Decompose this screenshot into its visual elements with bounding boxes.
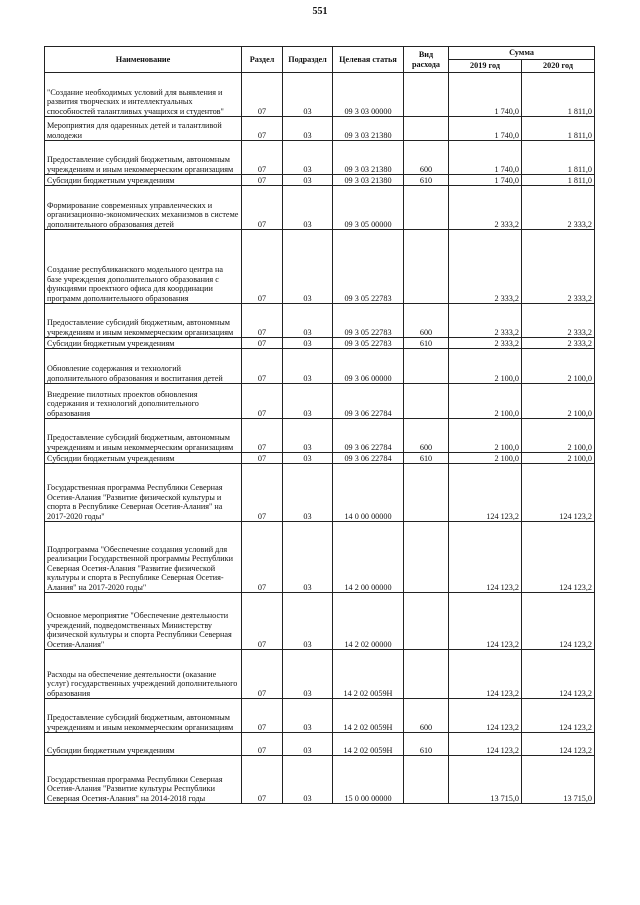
row-expense-type: [404, 650, 449, 699]
row-expense-type: 600: [404, 141, 449, 175]
row-name: Подпрограмма "Обеспечение создания условий для реализации Государственной программы Республики Северная Осетия-Алания "Развитие физической культуры и спорта в Республике Северная Осетия-Алания" на 2017-2020 годы": [45, 522, 242, 593]
row-target-article: 09 3 06 22784: [333, 453, 404, 464]
header-razdel: Раздел: [242, 47, 283, 73]
row-target-article: 14 2 02 0059Н: [333, 699, 404, 733]
row-sum-2020: 2 333,2: [522, 338, 595, 349]
row-expense-type: [404, 73, 449, 117]
row-target-article: 09 3 05 22783: [333, 230, 404, 304]
row-name: Внедрение пилотных проектов обновления содержания и технологий дополнительного образования: [45, 384, 242, 419]
row-podrazdel: 03: [283, 464, 333, 522]
header-year-2020: 2020 год: [522, 60, 595, 73]
row-podrazdel: 03: [283, 522, 333, 593]
table-row: [45, 650, 595, 699]
row-sum-2019: 1 740,0: [449, 141, 522, 175]
row-sum-2020: 2 333,2: [522, 304, 595, 338]
row-sum-2019: 124 123,2: [449, 593, 522, 650]
row-expense-type: 600: [404, 304, 449, 338]
row-razdel: 07: [242, 650, 283, 699]
row-expense-type: 610: [404, 733, 449, 756]
row-target-article: 14 0 00 00000: [333, 464, 404, 522]
row-podrazdel: 03: [283, 230, 333, 304]
row-podrazdel: 03: [283, 593, 333, 650]
row-expense-type: [404, 349, 449, 384]
table-row: [45, 699, 595, 733]
row-expense-type: 610: [404, 338, 449, 349]
row-razdel: 07: [242, 141, 283, 175]
row-expense-type: [404, 756, 449, 804]
page-number: 551: [312, 6, 328, 17]
header-expense-type: Вид расхода: [404, 47, 449, 73]
table-row: [45, 338, 595, 349]
budget-table: [44, 46, 595, 804]
row-name: Субсидии бюджетным учреждениям: [45, 453, 242, 464]
row-razdel: 07: [242, 304, 283, 338]
row-sum-2019: 124 123,2: [449, 699, 522, 733]
table-row: [45, 304, 595, 338]
row-name: Предоставление субсидий бюджетным, автономным учреждениям и иным некоммерческим организациям: [45, 699, 242, 733]
row-name: Формирование современных управленческих и организационно-экономических механизмов в системе дополнительного образования детей: [45, 186, 242, 230]
row-target-article: 09 3 06 00000: [333, 349, 404, 384]
row-sum-2020: 2 100,0: [522, 384, 595, 419]
table-row: [45, 733, 595, 756]
row-razdel: 07: [242, 338, 283, 349]
table-row: [45, 453, 595, 464]
row-sum-2020: 1 811,0: [522, 73, 595, 117]
header-podrazdel: Подраздел: [283, 47, 333, 73]
row-target-article: 15 0 00 00000: [333, 756, 404, 804]
table-row: [45, 464, 595, 522]
row-razdel: 07: [242, 522, 283, 593]
row-name: Субсидии бюджетным учреждениям: [45, 733, 242, 756]
row-sum-2020: 124 123,2: [522, 733, 595, 756]
table-row: [45, 522, 595, 593]
table-row: [45, 73, 595, 117]
table-row: [45, 384, 595, 419]
row-sum-2019: 124 123,2: [449, 733, 522, 756]
row-name: Создание республиканского модельного центра на базе учреждения дополнительного образования с функциями проектного офиса для координации программ дополнительного образования: [45, 230, 242, 304]
row-podrazdel: 03: [283, 175, 333, 186]
row-podrazdel: 03: [283, 117, 333, 141]
row-target-article: 09 3 03 21380: [333, 141, 404, 175]
row-sum-2019: 2 333,2: [449, 304, 522, 338]
table-row: [45, 141, 595, 175]
row-sum-2019: 2 333,2: [449, 186, 522, 230]
row-expense-type: 610: [404, 453, 449, 464]
row-name: Предоставление субсидий бюджетным, автономным учреждениям и иным некоммерческим организациям: [45, 141, 242, 175]
row-sum-2019: 1 740,0: [449, 73, 522, 117]
row-expense-type: 600: [404, 419, 449, 453]
row-name: Расходы на обеспечение деятельности (оказание услуг) государственных учреждений дополнительного образования: [45, 650, 242, 699]
row-name: Государственная программа Республики Северная Осетия-Алания "Развитие физической культуры и спорта в Республике Северная Осетия-Алания" на 2017-2020 годы": [45, 464, 242, 522]
row-target-article: 09 3 03 00000: [333, 73, 404, 117]
row-expense-type: [404, 522, 449, 593]
row-name: Субсидии бюджетным учреждениям: [45, 175, 242, 186]
row-podrazdel: 03: [283, 384, 333, 419]
row-razdel: 07: [242, 73, 283, 117]
table-row: [45, 230, 595, 304]
row-sum-2020: 124 123,2: [522, 650, 595, 699]
row-sum-2020: 2 100,0: [522, 349, 595, 384]
row-name: Предоставление субсидий бюджетным, автономным учреждениям и иным некоммерческим организациям: [45, 304, 242, 338]
row-sum-2020: 2 100,0: [522, 453, 595, 464]
row-razdel: 07: [242, 699, 283, 733]
row-podrazdel: 03: [283, 186, 333, 230]
row-expense-type: [404, 593, 449, 650]
row-target-article: 14 2 02 00000: [333, 593, 404, 650]
header-target-article: Целевая статья: [333, 47, 404, 73]
row-target-article: 14 2 00 00000: [333, 522, 404, 593]
row-razdel: 07: [242, 186, 283, 230]
row-sum-2020: 2 333,2: [522, 230, 595, 304]
row-podrazdel: 03: [283, 338, 333, 349]
row-target-article: 14 2 02 0059Н: [333, 733, 404, 756]
row-sum-2019: 13 715,0: [449, 756, 522, 804]
row-podrazdel: 03: [283, 349, 333, 384]
row-podrazdel: 03: [283, 141, 333, 175]
row-target-article: 09 3 05 00000: [333, 186, 404, 230]
row-target-article: 14 2 02 0059Н: [333, 650, 404, 699]
row-sum-2020: 1 811,0: [522, 175, 595, 186]
table-row: [45, 186, 595, 230]
row-name: Государственная программа Республики Северная Осетия-Алания "Развитие культуры Республики Северная Осетия-Алания" на 2014-2018 годы: [45, 756, 242, 804]
row-sum-2020: 124 123,2: [522, 699, 595, 733]
row-target-article: 09 3 05 22783: [333, 338, 404, 349]
row-sum-2020: 1 811,0: [522, 117, 595, 141]
row-sum-2020: 1 811,0: [522, 141, 595, 175]
row-target-article: 09 3 03 21380: [333, 117, 404, 141]
row-sum-2019: 1 740,0: [449, 117, 522, 141]
row-razdel: 07: [242, 349, 283, 384]
row-sum-2019: 2 100,0: [449, 453, 522, 464]
row-podrazdel: 03: [283, 699, 333, 733]
row-sum-2020: 2 100,0: [522, 419, 595, 453]
row-podrazdel: 03: [283, 453, 333, 464]
row-razdel: 07: [242, 733, 283, 756]
table-row: [45, 756, 595, 804]
row-podrazdel: 03: [283, 419, 333, 453]
row-target-article: 09 3 06 22784: [333, 384, 404, 419]
row-sum-2019: 2 100,0: [449, 349, 522, 384]
row-sum-2019: 2 100,0: [449, 419, 522, 453]
row-name: Предоставление субсидий бюджетным, автономным учреждениям и иным некоммерческим организациям: [45, 419, 242, 453]
row-name: Субсидии бюджетным учреждениям: [45, 338, 242, 349]
row-razdel: 07: [242, 230, 283, 304]
row-sum-2020: 124 123,2: [522, 593, 595, 650]
table-row: [45, 349, 595, 384]
row-expense-type: [404, 464, 449, 522]
row-sum-2020: 124 123,2: [522, 522, 595, 593]
row-sum-2019: 124 123,2: [449, 650, 522, 699]
row-target-article: 09 3 03 21380: [333, 175, 404, 186]
row-name: Мероприятия для одаренных детей и талантливой молодежи: [45, 117, 242, 141]
row-expense-type: [404, 384, 449, 419]
row-target-article: 09 3 05 22783: [333, 304, 404, 338]
row-sum-2019: 2 100,0: [449, 384, 522, 419]
row-razdel: 07: [242, 419, 283, 453]
header-name: Наименование: [45, 47, 242, 73]
row-sum-2019: 124 123,2: [449, 464, 522, 522]
row-razdel: 07: [242, 464, 283, 522]
row-sum-2019: 124 123,2: [449, 522, 522, 593]
row-sum-2019: 2 333,2: [449, 338, 522, 349]
row-target-article: 09 3 06 22784: [333, 419, 404, 453]
row-expense-type: [404, 230, 449, 304]
row-razdel: 07: [242, 756, 283, 804]
row-razdel: 07: [242, 453, 283, 464]
row-podrazdel: 03: [283, 756, 333, 804]
row-name: "Создание необходимых условий для выявления и развития творческих и интеллектуальных способностей талантливых учащихся и студентов": [45, 73, 242, 117]
table-row: [45, 593, 595, 650]
header-sum: Сумма: [449, 47, 595, 60]
row-podrazdel: 03: [283, 733, 333, 756]
row-podrazdel: 03: [283, 73, 333, 117]
row-name: Основное мероприятие "Обеспечение деятельности учреждений, подведомственных Министерству физической культуры и спорта Республики Северная Осетия-Алания": [45, 593, 242, 650]
header-year-2019: 2019 год: [449, 60, 522, 73]
row-sum-2019: 1 740,0: [449, 175, 522, 186]
row-expense-type: 610: [404, 175, 449, 186]
row-expense-type: [404, 186, 449, 230]
row-sum-2020: 124 123,2: [522, 464, 595, 522]
table-row: [45, 117, 595, 141]
row-podrazdel: 03: [283, 304, 333, 338]
row-razdel: 07: [242, 593, 283, 650]
row-name: Обновление содержания и технологий дополнительного образования и воспитания детей: [45, 349, 242, 384]
row-expense-type: 600: [404, 699, 449, 733]
row-sum-2019: 2 333,2: [449, 230, 522, 304]
row-podrazdel: 03: [283, 650, 333, 699]
row-razdel: 07: [242, 117, 283, 141]
row-razdel: 07: [242, 384, 283, 419]
row-expense-type: [404, 117, 449, 141]
row-razdel: 07: [242, 175, 283, 186]
row-sum-2020: 13 715,0: [522, 756, 595, 804]
table-row: [45, 419, 595, 453]
row-sum-2020: 2 333,2: [522, 186, 595, 230]
table-row: [45, 175, 595, 186]
